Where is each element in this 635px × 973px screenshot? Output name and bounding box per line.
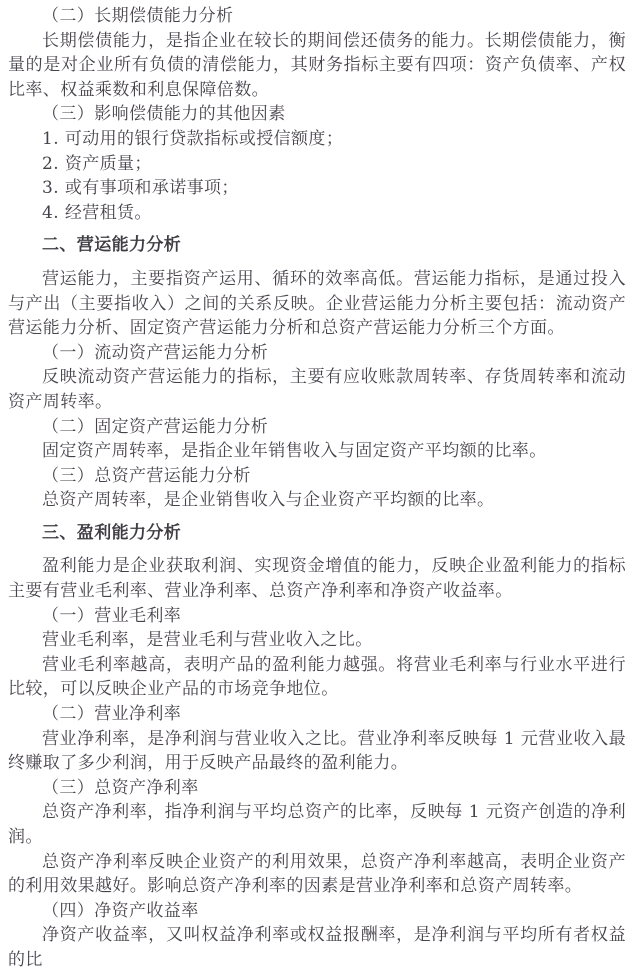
body-paragraph: 盈利能力是企业获取利润、实现资金增值的能力，反映企业盈利能力的指标主要有营业毛利率、营业净利率、总资产净利率和净资产收益率。 xyxy=(8,556,626,602)
body-paragraph: 固定资产周转率，是指企业年销售收入与固定资产平均额的比率。 xyxy=(42,441,547,462)
list-item: 1. 可动用的银行贷款指标或授信额度； xyxy=(42,128,344,149)
sub-heading: （二）固定资产营运能力分析 xyxy=(42,416,269,437)
list-item: 4. 经营租赁。 xyxy=(42,202,152,223)
section-heading: 三、盈利能力分析 xyxy=(42,522,182,543)
body-paragraph: 营运能力，主要指资产运用、循环的效率高低。营运能力指标，是通过投入与产出（主要指收入）之间的关系反映。企业营运能力分析主要包括：流动资产营运能力分析、固定资产营运能力分析和总资产营运能力分析三个方面。 xyxy=(8,268,626,339)
body-paragraph: 总资产净利率反映企业资产的利用效果，总资产净利率越高，表明企业资产的利用效果越好。影响总资产净利率的因素是营业净利率和总资产周转率。 xyxy=(8,851,626,897)
body-paragraph: 反映流动资产营运能力的指标，主要有应收账款周转率、存货周转率和流动资产周转率。 xyxy=(8,367,626,412)
sub-heading: （四）净资产收益率 xyxy=(42,900,199,921)
body-paragraph: 净资产收益率，又叫权益净利率或权益报酬率，是净利润与平均所有者权益的比 xyxy=(8,925,626,970)
section-heading: 二、营运能力分析 xyxy=(42,235,182,256)
sub-heading: （三）总资产净利率 xyxy=(42,777,199,798)
list-item: 3. 或有事项和承诺事项； xyxy=(42,178,239,199)
sub-heading: （三）影响偿债能力的其他因素 xyxy=(42,104,286,125)
body-paragraph: 总资产净利率，指净利润与平均总资产的比率，反映每 1 元资产创造的净利润。 xyxy=(8,802,626,847)
body-paragraph: 总资产周转率，是企业销售收入与企业资产平均额的比率。 xyxy=(42,490,495,511)
document-body xyxy=(8,4,626,973)
sub-heading: （三）总资产营运能力分析 xyxy=(42,465,251,486)
body-paragraph: 营业毛利率，是营业毛利与营业收入之比。 xyxy=(42,630,373,651)
sub-heading: （二）长期偿债能力分析 xyxy=(42,6,234,26)
sub-heading: （一）营业毛利率 xyxy=(42,605,182,626)
sub-heading: （一）流动资产营运能力分析 xyxy=(42,342,269,363)
body-paragraph: 长期偿债能力，是指企业在较长的期间偿还债务的能力。长期偿债能力，衡量的是对企业所有负债的清偿能力，其财务指标主要有四项：资产负债率、产权比率、权益乘数和利息保障倍数。 xyxy=(8,30,626,100)
sub-heading: （二）营业净利率 xyxy=(42,704,182,725)
list-item: 2. 资产质量； xyxy=(42,153,152,174)
body-paragraph: 营业净利率，是净利润与营业收入之比。营业净利率反映每 1 元营业收入最终赚取了多少利润，用于反映产品最终的盈利能力。 xyxy=(8,728,626,774)
body-paragraph: 营业毛利率越高，表明产品的盈利能力越强。将营业毛利率与行业水平进行比较，可以反映企业产品的市场竞争地位。 xyxy=(8,654,626,700)
